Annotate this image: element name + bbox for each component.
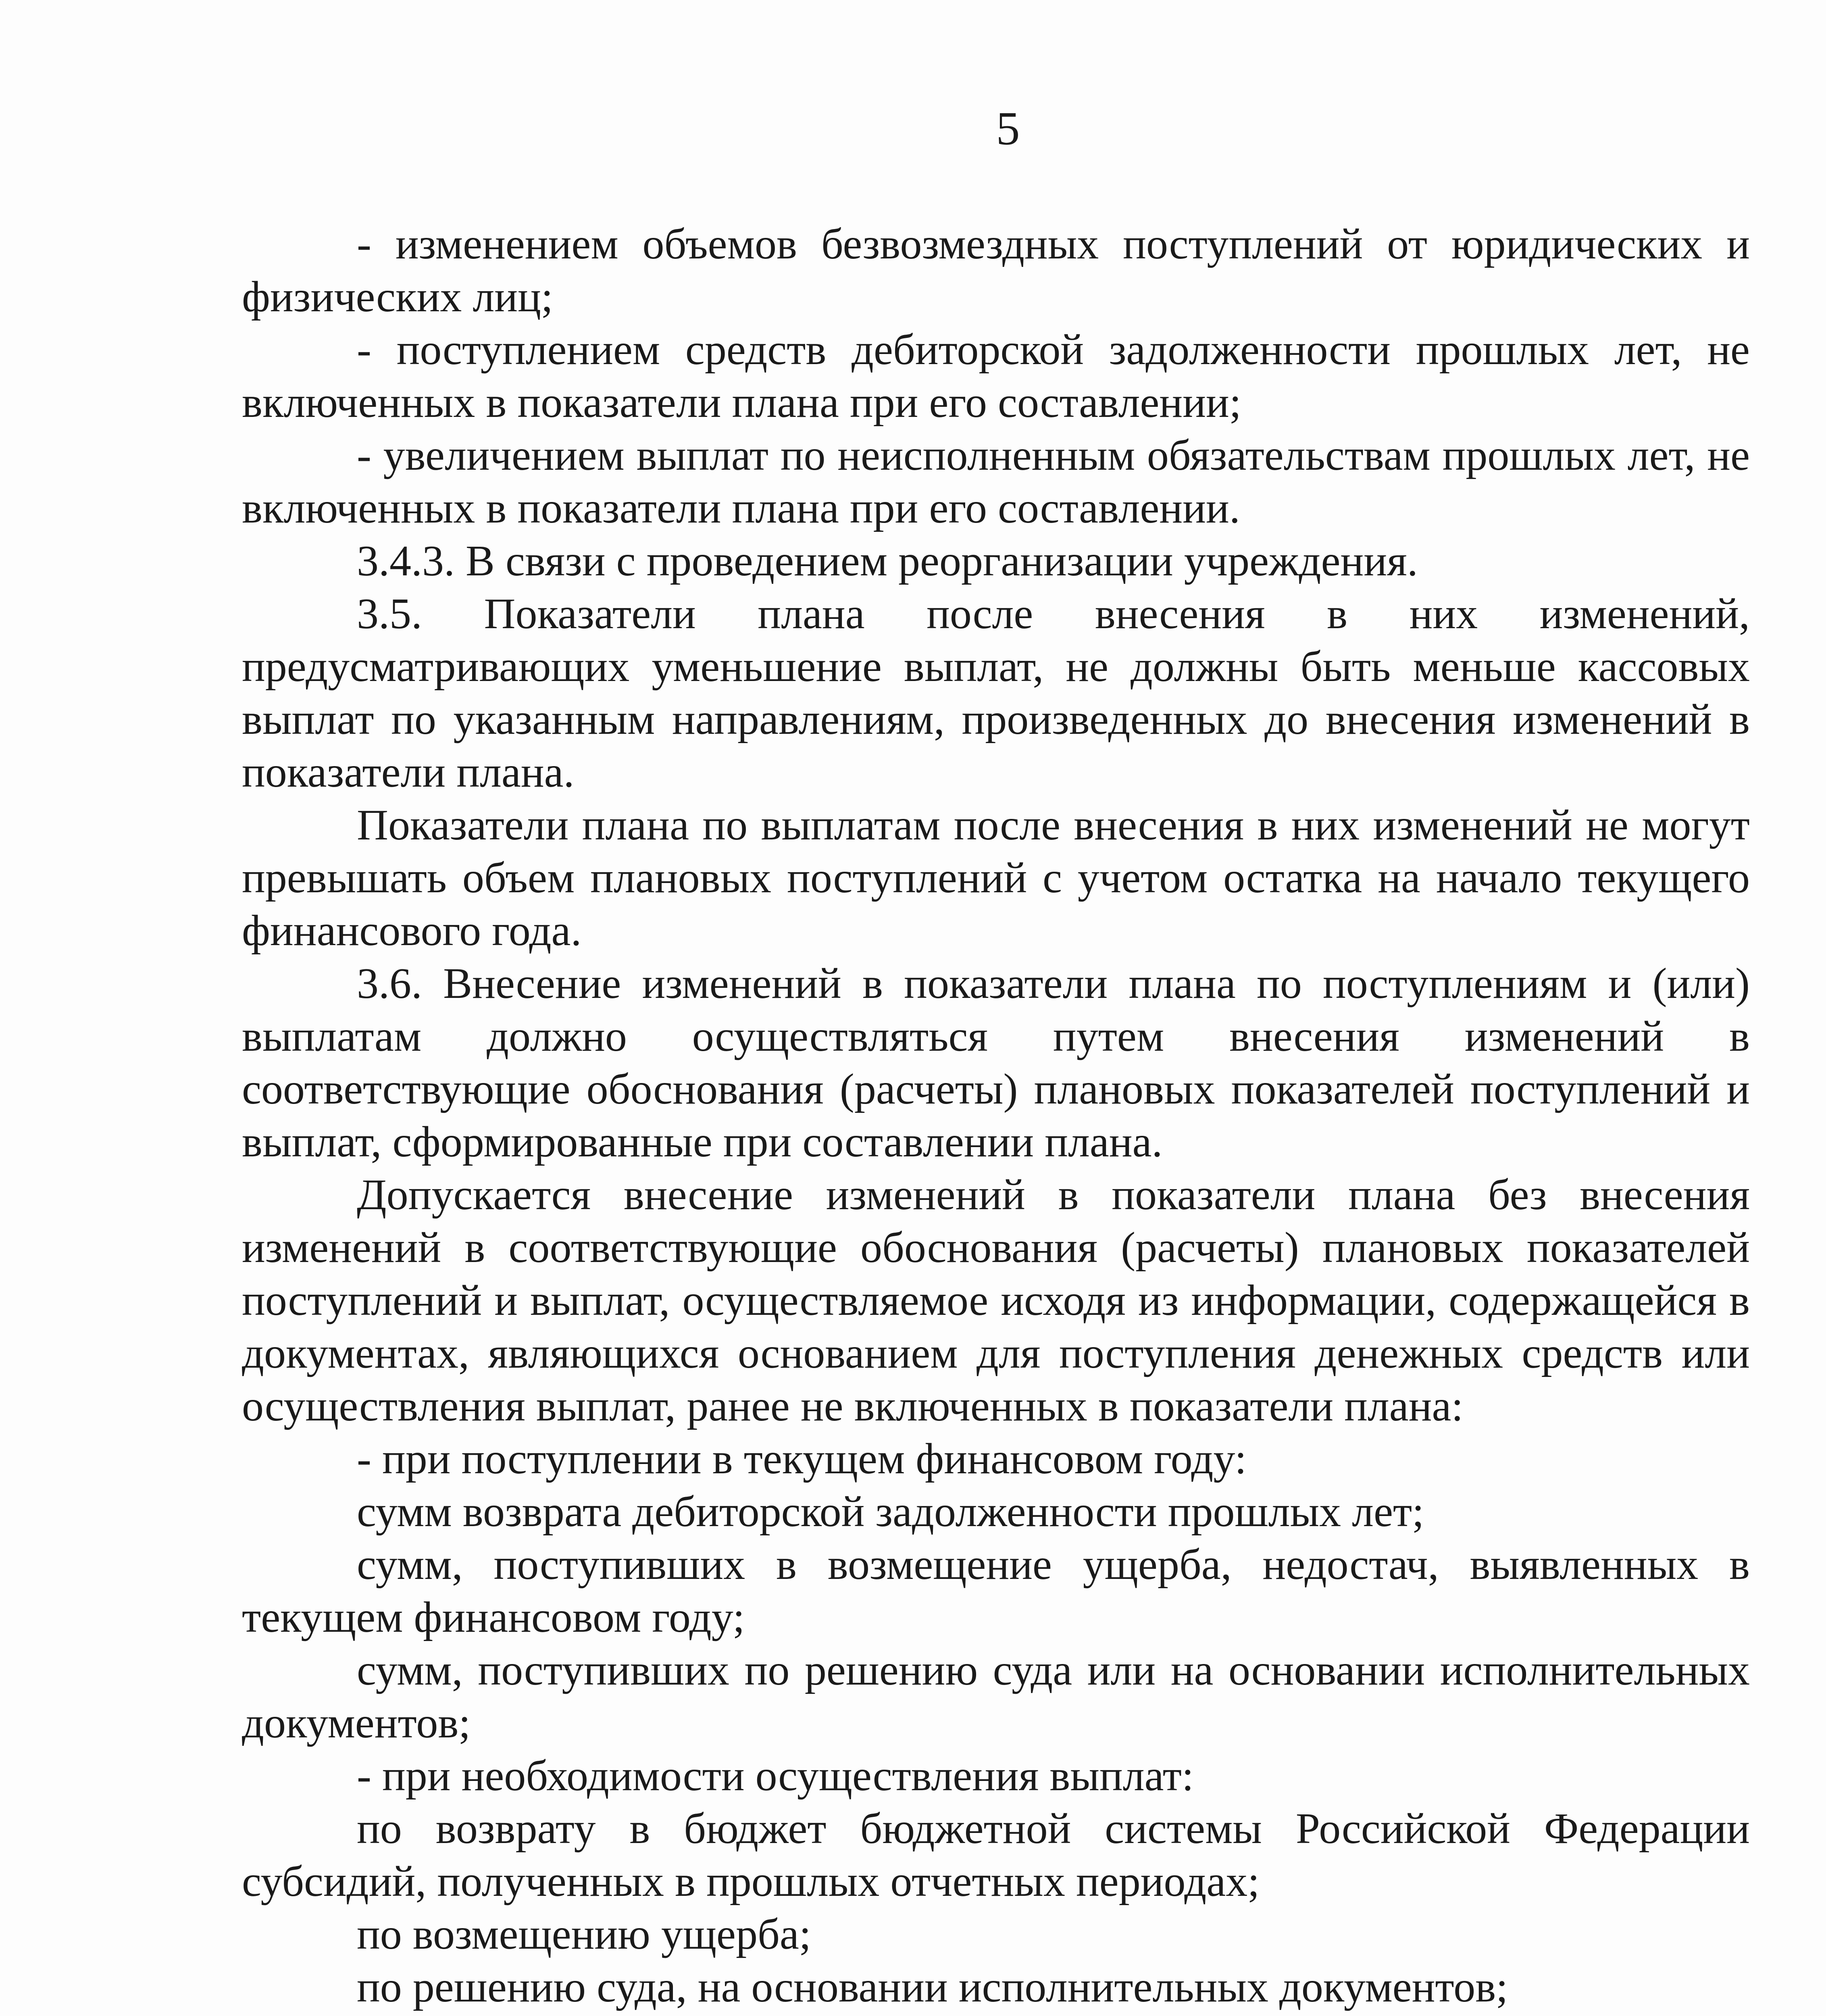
paragraph: - изменением объемов безвозмездных поступлений от юридических и физических лиц;: [242, 220, 1750, 321]
paragraph: - увеличением выплат по неисполненным обязательствам прошлых лет, не включенных в показатели плана при его составлении.: [242, 431, 1750, 532]
paragraph: 3.4.3. В связи с проведением реорганизации учреждения.: [357, 537, 1418, 585]
page-number: 5: [996, 102, 1020, 155]
paragraph: по возврату в бюджет бюджетной системы Российской Федерации субсидий, полученных в прошлых отчетных периодах;: [242, 1805, 1750, 1906]
paragraph: сумм возврата дебиторской задолженности прошлых лет;: [357, 1488, 1424, 1536]
paragraph: Допускается внесение изменений в показатели плана без внесения изменений в соответствующие обоснования (расчеты) плановых показателей поступлений и выплат, осуществляемое исходя из информации, содержащейся в документах, являющихся основанием для поступления денежных средств или осуществления выплат, ранее не включенных в показатели плана:: [242, 1171, 1750, 1430]
paragraph: - поступлением средств дебиторской задолженности прошлых лет, не включенных в показатели плана при его составлении;: [242, 326, 1750, 427]
paragraph: сумм, поступивших по решению суда или на основании исполнительных документов;: [242, 1646, 1750, 1747]
paragraph: сумм, поступивших в возмещение ущерба, недостач, выявленных в текущем финансовом году;: [242, 1541, 1750, 1641]
paragraph: 3.6. Внесение изменений в показатели плана по поступлениям и (или) выплатам должно осуществляться путем внесения изменений в соответствующие обоснования (расчеты) плановых показателей поступлений и выплат, сформированные при составлении плана.: [242, 960, 1750, 1166]
paragraph: 3.5. Показатели плана после внесения в них изменений, предусматривающих уменьшение выплат, не должны быть меньше кассовых выплат по указанным направлениям, произведенных до внесения изменений в показатели плана.: [242, 590, 1750, 796]
paragraph: по решению суда, на основании исполнительных документов;: [357, 1963, 1508, 2011]
paragraph: - при поступлении в текущем финансовом году:: [357, 1435, 1247, 1483]
paragraph: Показатели плана по выплатам после внесения в них изменений не могут превышать объем плановых поступлений с учетом остатка на начало текущего финансового года.: [242, 801, 1750, 955]
paragraph: - при необходимости осуществления выплат:: [357, 1752, 1194, 1800]
paragraph: по возмещению ущерба;: [357, 1910, 811, 1958]
document-body: [242, 218, 1750, 2016]
paragraph: [242, 2014, 1750, 2016]
